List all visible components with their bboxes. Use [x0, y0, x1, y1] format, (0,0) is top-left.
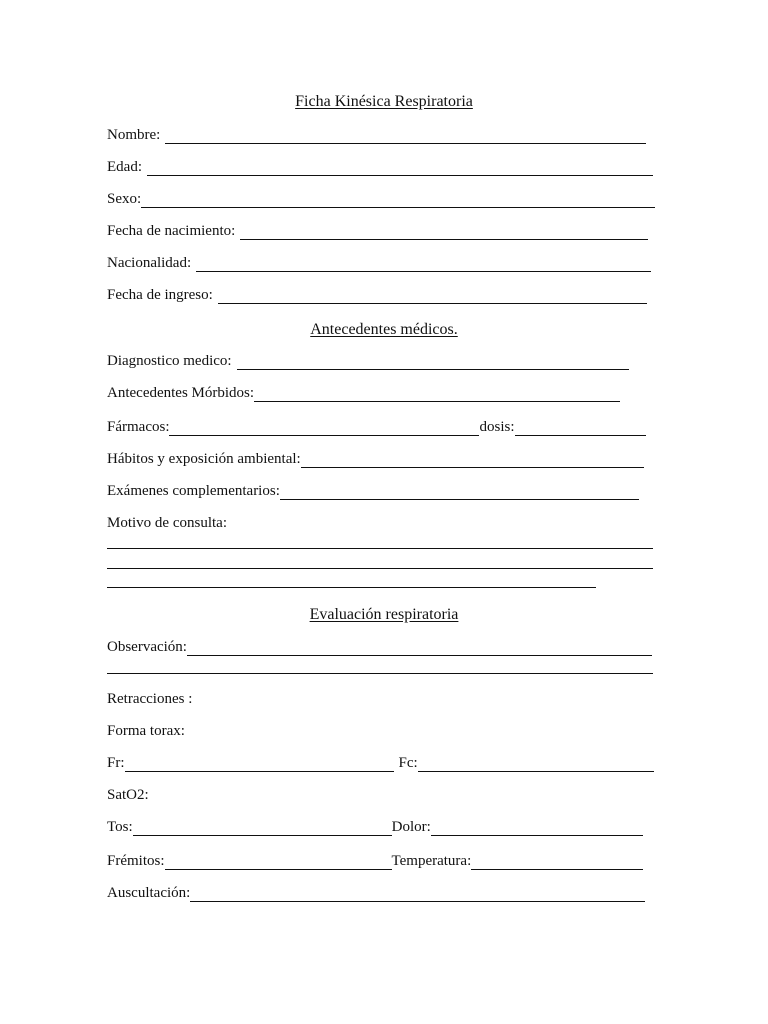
sexo-label: Sexo:	[107, 191, 142, 207]
farmacos-row	[107, 416, 646, 436]
form-title: Ficha Kinésica Respiratoria	[295, 93, 473, 110]
retracciones-label: Retracciones :	[107, 691, 193, 707]
sexo-field[interactable]	[141, 193, 655, 208]
motivo-row	[107, 512, 227, 532]
antecedentes-heading: Antecedentes médicos.	[310, 321, 458, 338]
fr-fc-row	[107, 752, 654, 772]
habitos-field[interactable]	[301, 453, 644, 468]
tos-label: Tos:	[107, 819, 133, 835]
tos-dolor-row	[107, 816, 643, 836]
dosis-label: dosis:	[479, 419, 515, 435]
farmacos-field[interactable]	[169, 421, 479, 436]
nombre-row	[107, 124, 646, 144]
farmacos-label: Fármacos:	[107, 419, 170, 435]
dolor-field[interactable]	[431, 821, 643, 836]
motivo-line-3[interactable]	[107, 587, 596, 588]
fecha-ingreso-row	[107, 284, 647, 304]
retracciones-row	[107, 688, 192, 708]
edad-field[interactable]	[147, 161, 653, 176]
habitos-label: Hábitos y exposición ambiental:	[107, 451, 301, 467]
morbidos-field[interactable]	[254, 387, 620, 402]
observacion-line-2[interactable]	[107, 673, 653, 674]
examenes-row	[107, 480, 639, 500]
diagnostico-label: Diagnostico medico:	[107, 353, 232, 369]
observacion-row	[107, 636, 652, 656]
evaluacion-heading: Evaluación respiratoria	[309, 606, 459, 623]
sexo-row	[107, 188, 655, 208]
nacionalidad-label: Nacionalidad:	[107, 255, 192, 271]
nacionalidad-row	[107, 252, 651, 272]
forma-torax-row	[107, 720, 185, 740]
fr-label: Fr:	[107, 755, 125, 771]
fecha-nacimiento-field[interactable]	[240, 225, 648, 240]
motivo-line-2[interactable]	[107, 568, 653, 569]
auscultacion-field[interactable]	[190, 887, 645, 902]
nombre-label: Nombre:	[107, 127, 161, 143]
observacion-label: Observación:	[107, 639, 187, 655]
fremitos-field[interactable]	[165, 855, 392, 870]
nacionalidad-field[interactable]	[196, 257, 651, 272]
forma-torax-label: Forma torax:	[107, 723, 185, 739]
examenes-label: Exámenes complementarios:	[107, 483, 280, 499]
fremitos-label: Frémitos:	[107, 853, 165, 869]
diagnostico-row	[107, 350, 629, 370]
fremitos-temperatura-row	[107, 850, 643, 870]
morbidos-row	[107, 382, 620, 402]
fecha-ingreso-label: Fecha de ingreso:	[107, 287, 213, 303]
fecha-ingreso-field[interactable]	[218, 289, 647, 304]
fecha-nacimiento-row	[107, 220, 648, 240]
auscultacion-label: Auscultación:	[107, 885, 191, 901]
observacion-field[interactable]	[187, 641, 652, 656]
habitos-row	[107, 448, 644, 468]
fr-field[interactable]	[125, 757, 394, 772]
edad-row	[107, 156, 653, 176]
auscultacion-row	[107, 882, 645, 902]
temperatura-field[interactable]	[471, 855, 643, 870]
sato2-row	[107, 784, 149, 804]
dosis-field[interactable]	[515, 421, 646, 436]
tos-field[interactable]	[133, 821, 392, 836]
fc-field[interactable]	[418, 757, 654, 772]
examenes-field[interactable]	[280, 485, 639, 500]
diagnostico-field[interactable]	[237, 355, 629, 370]
sato2-label: SatO2:	[107, 787, 149, 803]
morbidos-label: Antecedentes Mórbidos:	[107, 385, 255, 401]
fc-label: Fc:	[398, 755, 418, 771]
fecha-nacimiento-label: Fecha de nacimiento:	[107, 223, 236, 239]
temperatura-label: Temperatura:	[391, 853, 472, 869]
dolor-label: Dolor:	[391, 819, 431, 835]
edad-label: Edad:	[107, 159, 142, 175]
motivo-line-1[interactable]	[107, 548, 653, 549]
motivo-label: Motivo de consulta:	[107, 515, 227, 531]
nombre-field[interactable]	[165, 129, 646, 144]
